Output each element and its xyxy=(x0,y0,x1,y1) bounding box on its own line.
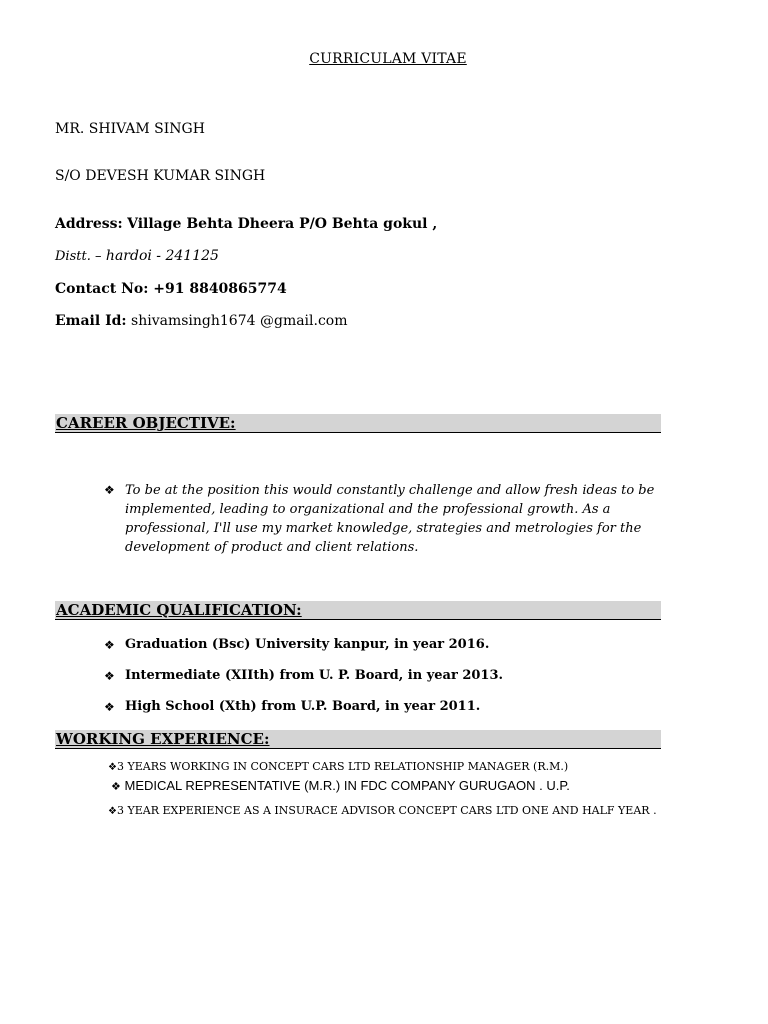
email-line xyxy=(55,313,348,329)
work-item xyxy=(111,778,570,793)
diamond-bullet-icon: ❖ xyxy=(111,781,121,793)
distt-line xyxy=(55,248,219,264)
email-label: Email Id: xyxy=(55,313,127,329)
distt-label: Distt. – xyxy=(55,249,102,264)
academic-heading xyxy=(55,601,661,620)
work-item-text: 3 YEARS WORKING IN CONCEPT CARS LTD RELATIONSHIP MANAGER (R.M.) xyxy=(116,760,569,773)
work-item xyxy=(108,760,568,773)
diamond-bullet-icon: ❖ xyxy=(104,483,115,497)
work-heading xyxy=(55,730,661,749)
candidate-name: MR. SHIVAM SINGH xyxy=(55,121,205,137)
diamond-bullet-icon: ❖ xyxy=(104,669,115,683)
academic-item: Intermediate (XIIth) from U. P. Board, in year 2013. xyxy=(125,668,504,683)
academic-item: Graduation (Bsc) University kanpur, in year 2016. xyxy=(125,637,490,652)
diamond-bullet-icon: ❖ xyxy=(104,700,115,714)
contact-value: +91 8840865774 xyxy=(153,281,287,297)
diamond-bullet-icon: ❖ xyxy=(104,638,115,652)
work-item xyxy=(108,804,657,817)
diamond-bullet-icon: ❖ xyxy=(108,762,117,773)
address-label: Address: xyxy=(55,216,123,232)
address-value: Village Behta Dheera P/O Behta gokul , xyxy=(127,216,438,232)
address-line xyxy=(55,216,437,232)
distt-value: hardoi - 241125 xyxy=(105,248,219,264)
academic-item: High School (Xth) from U.P. Board, in year 2011. xyxy=(125,699,481,714)
work-item-text: MEDICAL REPRESENTATIVE (M.R.) IN FDC COMPANY GURUGAON . U.P. xyxy=(124,778,570,793)
work-title: WORKING EXPERIENCE: xyxy=(56,730,270,748)
contact-line xyxy=(55,281,287,297)
career-objective-title: CAREER OBJECTIVE: xyxy=(56,414,236,432)
academic-title: ACADEMIC QUALIFICATION: xyxy=(56,601,302,619)
father-name: S/O DEVESH KUMAR SINGH xyxy=(55,168,266,184)
page-title: CURRICULAM VITAE xyxy=(309,51,467,67)
email-value: shivamsingh1674 @gmail.com xyxy=(131,313,348,329)
career-objective-heading xyxy=(55,414,661,433)
career-objective-text: To be at the position this would constantly challenge and allow fresh ideas to be implemented, leading to organizational and the professional growth. As a professional, I'll use my market knowledge, strategies and metrologies for the development of product and client relations. xyxy=(125,483,655,555)
contact-label: Contact No: xyxy=(55,281,149,297)
diamond-bullet-icon: ❖ xyxy=(108,806,117,817)
work-item-text: 3 YEAR EXPERIENCE AS A INSURACE ADVISOR CONCEPT CARS LTD ONE AND HALF YEAR . xyxy=(116,804,657,817)
